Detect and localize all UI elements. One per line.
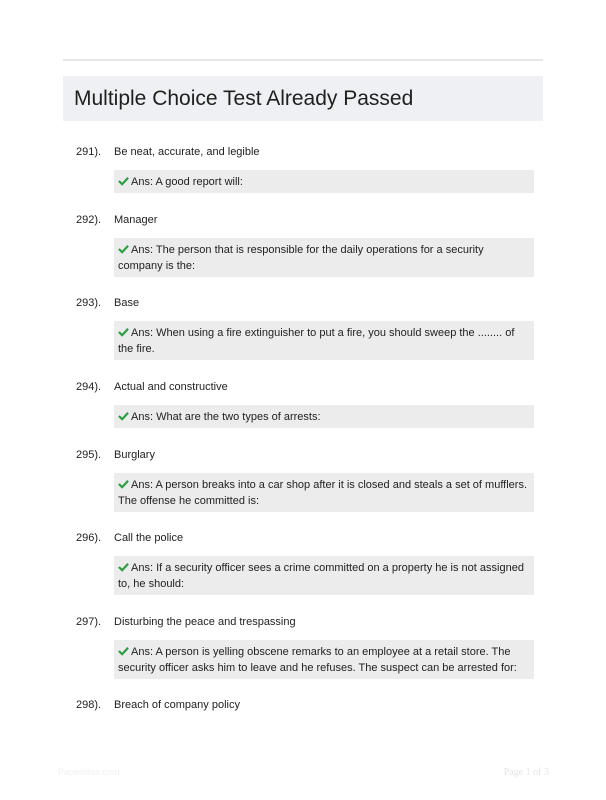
answer-prefix: Ans: [131,646,154,658]
answer-prefix: Ans: [131,244,154,256]
item-term: Breach of company policy [114,699,240,711]
answer-box [114,321,534,360]
item-number: 295). [76,449,102,461]
answer-text: A good report will: [155,176,243,188]
answer-prefix: Ans: [131,411,154,423]
title-banner [63,76,543,121]
answer-text: When using a fire extinguisher to put a fire, you should sweep the ........ of the fire. [118,327,515,355]
check-icon [118,327,129,337]
item-number: 297). [76,616,102,628]
check-icon [118,411,129,421]
answer-box [114,640,534,679]
item-term: Burglary [114,449,155,461]
answer-box [114,238,534,277]
item-term: Base [114,297,140,309]
item-term: Manager [114,214,158,226]
item-term: Actual and constructive [114,381,228,393]
answer-text: A person is yelling obscene remarks to an employee at a retail store. The security officer asks him to leave and he refuses. The suspect can be arrested for: [118,646,517,674]
answer-prefix: Ans: [131,479,154,491]
answer-prefix: Ans: [131,327,154,339]
item-number: 291). [76,146,102,158]
check-icon [118,244,129,254]
item-number: 292). [76,214,102,226]
footer-site: Paperbliss.com [58,767,120,777]
check-icon [118,646,129,656]
item-number: 298). [76,699,102,711]
answer-text: The person that is responsible for the daily operations for a security company is the: [118,244,484,272]
check-icon [118,479,129,489]
item-number: 296). [76,532,102,544]
answer-prefix: Ans: [131,562,154,574]
answer-box [114,405,534,428]
page-number: Page 1 of 3 [503,767,549,778]
page-title: Multiple Choice Test Already Passed [74,86,414,110]
answer-text: What are the two types of arrests: [156,411,321,423]
check-icon [118,176,129,186]
answer-prefix: Ans: [131,176,154,188]
item-term: Call the police [114,532,184,544]
check-icon [118,562,129,572]
top-divider [63,59,543,61]
answer-text: If a security officer sees a crime committed on a property he is not assigned to, he should: [118,562,524,590]
answer-text: A person breaks into a car shop after it is closed and steals a set of mufflers. The offense he committed is: [118,479,528,507]
answer-box [114,170,534,193]
item-term: Be neat, accurate, and legible [114,146,260,158]
answer-box [114,473,534,512]
item-term: Disturbing the peace and trespassing [114,616,296,628]
answer-box [114,556,534,595]
item-number: 293). [76,297,102,309]
item-number: 294). [76,381,102,393]
